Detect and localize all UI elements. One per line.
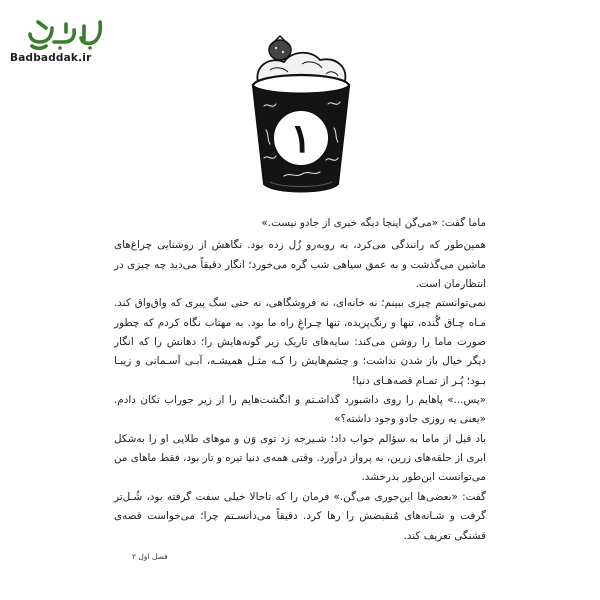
paragraph: همین‌طور که رانندگی می‌کرد، به روبه‌رو زُل زده بود. نگاهش از روشنایی چراغ‌های ماشین می‌گذشت و به عمق سیاهی شب گره می‌خورد؛ انگار دقیقاً می‌دید چه چیزی در انتظارمان است. — [114, 239, 486, 291]
paragraph: نمی‌توانستم چیزی ببینم؛ نه خانه‌ای، نه فروشگاهی، نه حتی سگ پیری که واق‌واق کند. مـاه چـاق گُنده، تنها و رنگ‌پریده، تنها چـراغِ راه ما بود. به مهتاب نگاه کردم که چطور صورت ماما را روشن می‌کند: سایه‌های تاریک زیر گونه‌هایش را؛ دهانش را که انگار دیگر خیال باز شدن نداشت؛ و چشم‌هایش را کـه مثـل همیشـه، آبـی آسـمانی و زیبـا بـود؛ پُـر از تمـام قصه‌هـای دنیا! — [114, 297, 486, 387]
paragraph: گفت: «بعضی‌ها این‌جوری می‌گن.» فرمان را که تاحالا خیلی سفت گرفته بود، شُـل‌تر گرفت و شـانه‌های مُنقبضش را رها کرد. دقیقاً می‌دانسـتم چرا؛ می‌خواست قصه‌ی قشنگی تعریف کند. — [114, 490, 486, 542]
chapter-number: ۱ — [290, 115, 312, 162]
page-number: ۲ — [132, 552, 137, 561]
chapter-body-text — [114, 214, 486, 546]
page-footer — [132, 552, 168, 561]
site-logo — [10, 18, 108, 70]
badbaddak-logo-icon — [24, 18, 106, 50]
logo-website-text: Badbaddak.ir — [10, 52, 92, 64]
ice-cream-cup-icon — [240, 30, 365, 200]
paragraph: «پس...» پاهایم را روی داشبورد گذاشـتم و انگشت‌هایم را از زیر جوراب تکان دادم. «یعنی یه روزی جادو وجود داشته؟» — [114, 394, 486, 426]
chapter-label: فصل اول — [138, 552, 168, 561]
paragraph: باد قبل از ماما به سؤالم جواب داد؛ شـیرجه زد توی وَن و موهای طلایی او را به‌شکل ابری از حلقه‌های زرین، به پرواز درآورد. وقتی همه‌ی دنیا تیره و تار بود، فقط ماهای من می‌توانست این‌طور بدرخشد. — [114, 432, 486, 484]
paragraph: ماما گفت: «می‌گن اینجا دیگه خبری از جادو نیست.» — [261, 217, 486, 229]
